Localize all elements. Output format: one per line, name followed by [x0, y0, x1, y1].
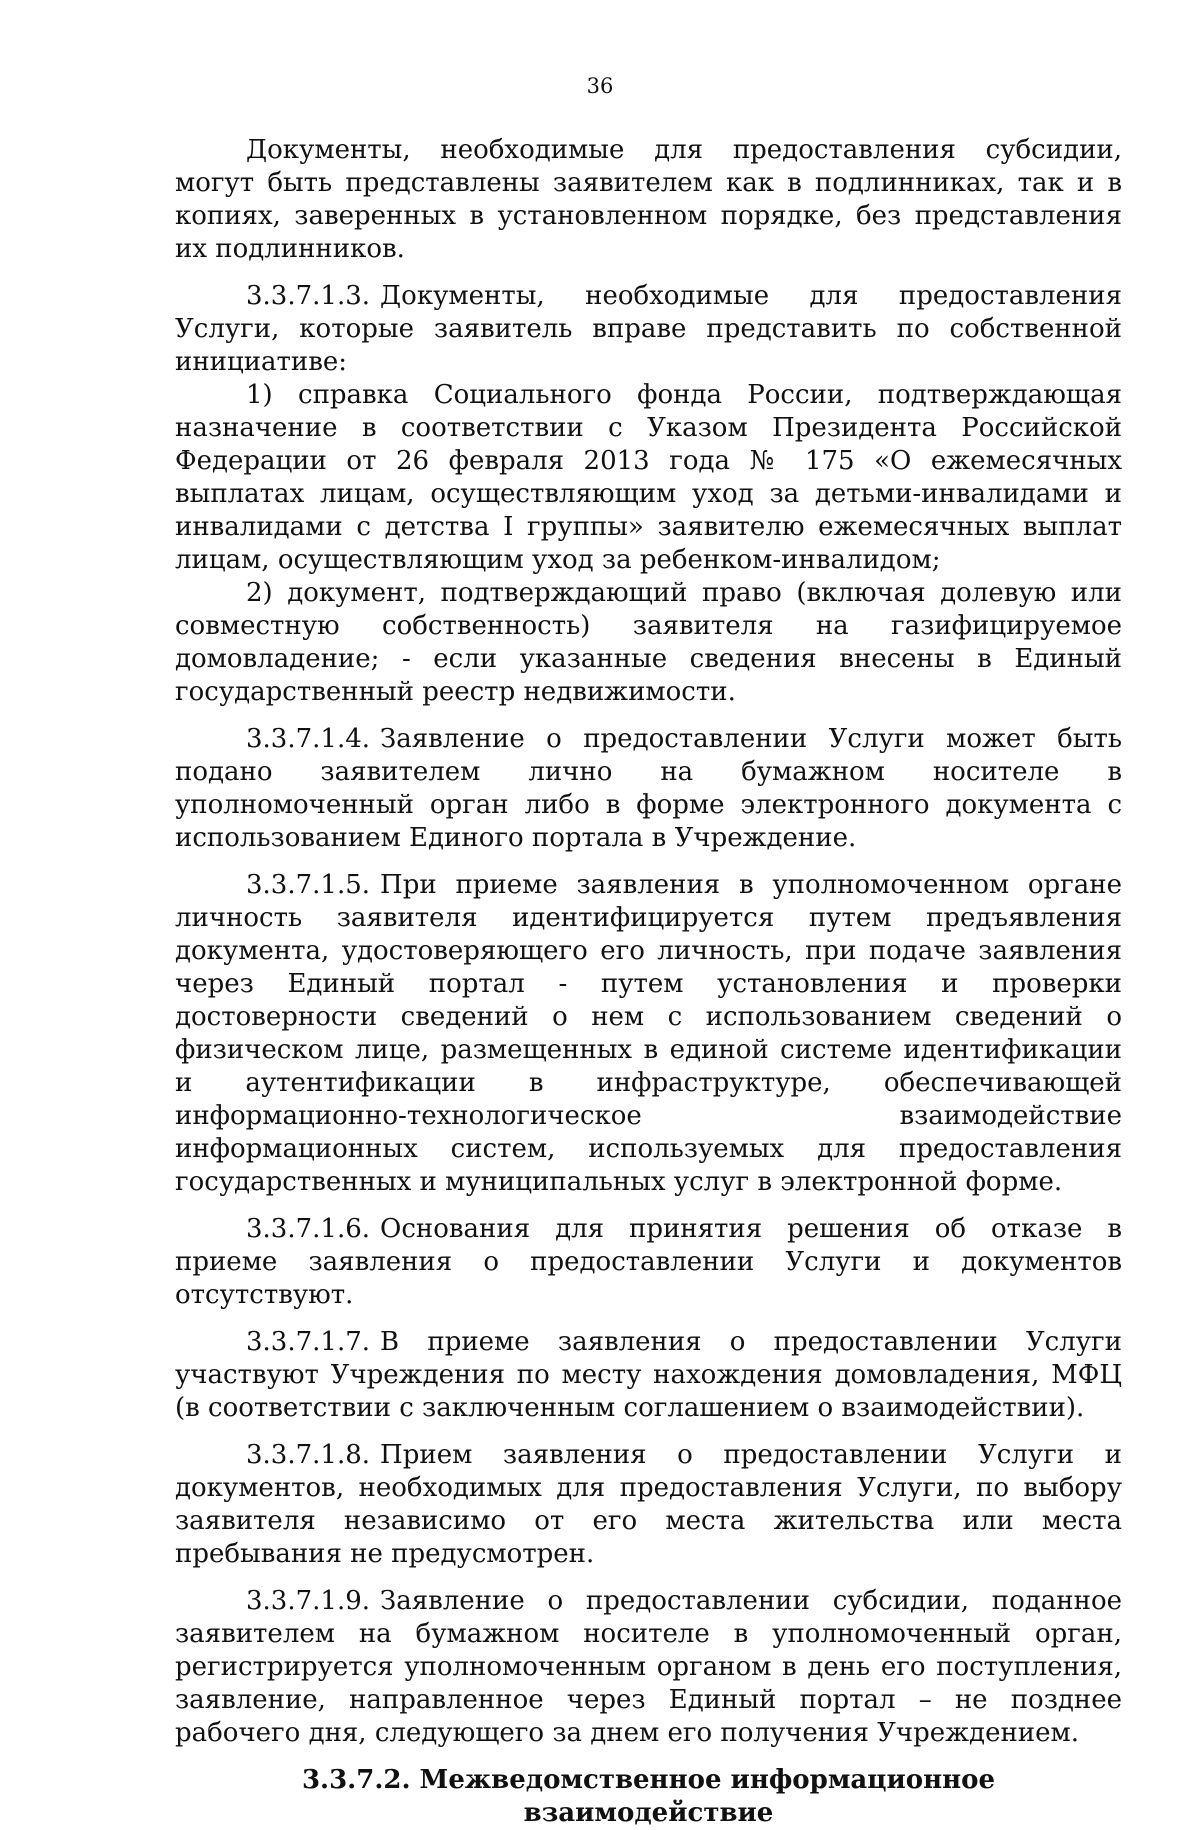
paragraph-documents-originals [175, 134, 1122, 266]
paragraph-text: При приеме заявления в уполномоченном органе личность заявителя идентифицируется путем предъявления документа, удостоверяющего его личность, при подаче заявления через Единый портал - путем установления и проверки достоверности сведений о нем с использованием сведений о физическом лице, размещенных в единой системе идентификации и аутентификации в инфраструктуре, обеспечивающей информационно-технологическое взаимодействие информационных систем, используемых для предоставления государственных и муниципальных услуг в электронной форме. [175, 870, 1122, 1197]
section-heading: 3.3.7.2. Межведомственное информационное взаимодействие [301, 1765, 996, 1828]
paragraph-text: 1) справка Социального фонда России, подтверждающая назначение в соответствии с Указом Президента Российской Федерации от 26 февраля 2013 года № 175 «О ежемесячных выплатах лицам, осуществляющим уход за детьми-инвалидами и инвалидами с детства I группы» заявителю ежемесячных выплат лицам, осуществляющим уход за ребенком-инвалидом; [175, 380, 1122, 575]
section-number: 3.3.7.1.8. [246, 1440, 371, 1470]
paragraph-text: Документы, необходимые для предоставления Услуги, которые заявитель вправе представить по собственной инициативе: [175, 281, 1122, 377]
paragraph-text: Заявление о предоставлении субсидии, поданное заявителем на бумажном носителе в уполномоченный орган, регистрируется уполномоченным органом в день его поступления, заявление, направленное через Единый портал – не позднее рабочего дня, следующего за днем его получения Учреждением. [175, 1586, 1122, 1748]
paragraph-3-3-7-1-3 [175, 280, 1122, 379]
paragraph-3-3-7-1-8 [175, 1439, 1122, 1571]
paragraph-text: Прием заявления о предоставлении Услуги и документов, необходимых для предоставления Услуги, по выбору заявителя независимо от его места жительства или места пребывания не предусмотрен. [175, 1440, 1122, 1569]
section-number: 3.3.7.1.9. [246, 1586, 371, 1616]
page-number: 36 [586, 74, 614, 98]
section-number: 3.3.7.1.7. [246, 1327, 371, 1357]
section-number: 3.3.7.1.3. [246, 281, 371, 311]
paragraph-3-3-7-1-7 [175, 1326, 1122, 1425]
section-number: 3.3.7.1.4. [246, 724, 371, 754]
paragraph-3-3-7-1-4 [175, 723, 1122, 855]
paragraph-3-3-7-1-6 [175, 1213, 1122, 1312]
paragraph-text: Документы, необходимые для предоставления субсидии, могут быть представлены заявителем как в подлинниках, так и в копиях, заверенных в установленном порядке, без представления их подлинников. [175, 135, 1122, 264]
paragraph-text: В приеме заявления о предоставлении Услуги участвуют Учреждения по месту нахождения домовладения, МФЦ (в соответствии с заключенным соглашением о взаимодействии). [175, 1327, 1122, 1423]
document-body [175, 134, 1122, 1830]
paragraph-text: Заявление о предоставлении Услуги может быть подано заявителем лично на бумажном носителе в уполномоченный орган либо в форме электронного документа с использованием Единого портала в Учреждение. [175, 724, 1122, 853]
paragraph-text: Основания для принятия решения об отказе в приеме заявления о предоставлении Услуги и документов отсутствуют. [175, 1214, 1122, 1310]
paragraph-3-3-7-1-9 [175, 1585, 1122, 1750]
list-item-2 [175, 577, 1122, 709]
section-number: 3.3.7.1.6. [246, 1214, 371, 1244]
section-number: 3.3.7.1.5. [246, 870, 371, 900]
list-item-1 [175, 379, 1122, 577]
paragraph-text: 2) документ, подтверждающий право (включая долевую или совместную собственность) заявителя на газифицируемое домовладение; - если указанные сведения внесены в Единый государственный реестр недвижимости. [175, 578, 1122, 707]
paragraph-3-3-7-1-5 [175, 869, 1122, 1199]
